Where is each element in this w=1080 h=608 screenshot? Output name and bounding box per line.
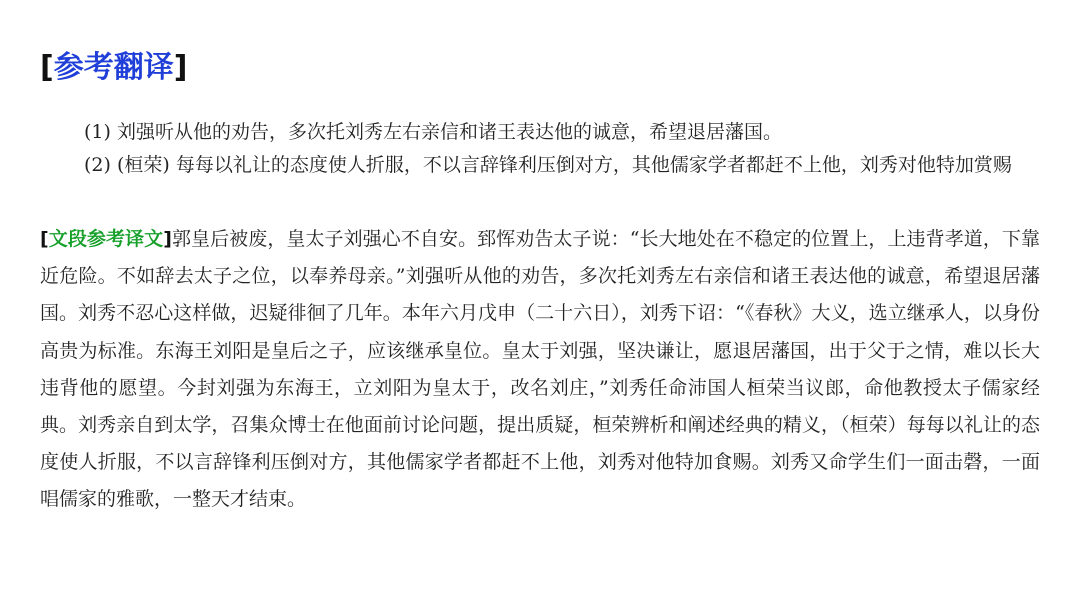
passage-label-close-bracket: ]	[163, 228, 172, 250]
heading-close-bracket: ]	[173, 50, 188, 85]
section-heading	[40, 48, 187, 88]
answer-2: (2) (桓荣) 每每以礼让的态度使人折服，不以言辞锋利压倒对方，其他儒家学者都赶不上他，刘秀对他特加赏赐	[84, 154, 1012, 176]
passage-label	[40, 228, 172, 250]
passage-label-open-bracket: [	[40, 228, 49, 250]
passage-label-title: 文段参考译文	[48, 228, 164, 250]
heading-title: 参考翻译	[53, 50, 174, 85]
passage-text: 郭皇后被废，皇太子刘强心不自安。郅恽劝告太子说：“长大地处在不稳定的位置上，上违背孝道，下靠近危险。不如辞去太子之位，以奉养母亲。”刘强听从他的劝告，多次托刘秀左右亲信和诸王表达他的诚意，希望退居藩国。刘秀不忍心这样做，迟疑徘徊了几年。本年六月戊申（二十六日），刘秀下诏：“《春秋》大义，选立继承人，以身份高贵为标准。东海王刘阳是皇后之子，应该继承皇位。皇太于刘强，坚决谦让，愿退居藩国，出于父于之情，难以长大违背他的愿望。今封刘强为东海王，立刘阳为皇太于，改名刘庄，”刘秀任命沛国人桓荣当议郎，命他教授太子儒家经典。刘秀亲自到太学，召集众博士在他面前讨论问题，提出质疑，桓荣辨析和阐述经典的精义，（桓荣）每每以礼让的态度使人折服，不以言辞锋利压倒对方，其他儒家学者都赶不上他，刘秀对他特加食赐。刘秀又命学生们一面击磬，一面唱儒家的雅歌，一整天才结束。	[40, 228, 1040, 511]
answer-1: (1) 刘强听从他的劝告，多次托刘秀左右亲信和诸王表达他的诚意，希望退居藩国。	[84, 121, 782, 143]
heading-open-bracket: [	[40, 50, 54, 85]
translation-passage	[40, 221, 1040, 519]
